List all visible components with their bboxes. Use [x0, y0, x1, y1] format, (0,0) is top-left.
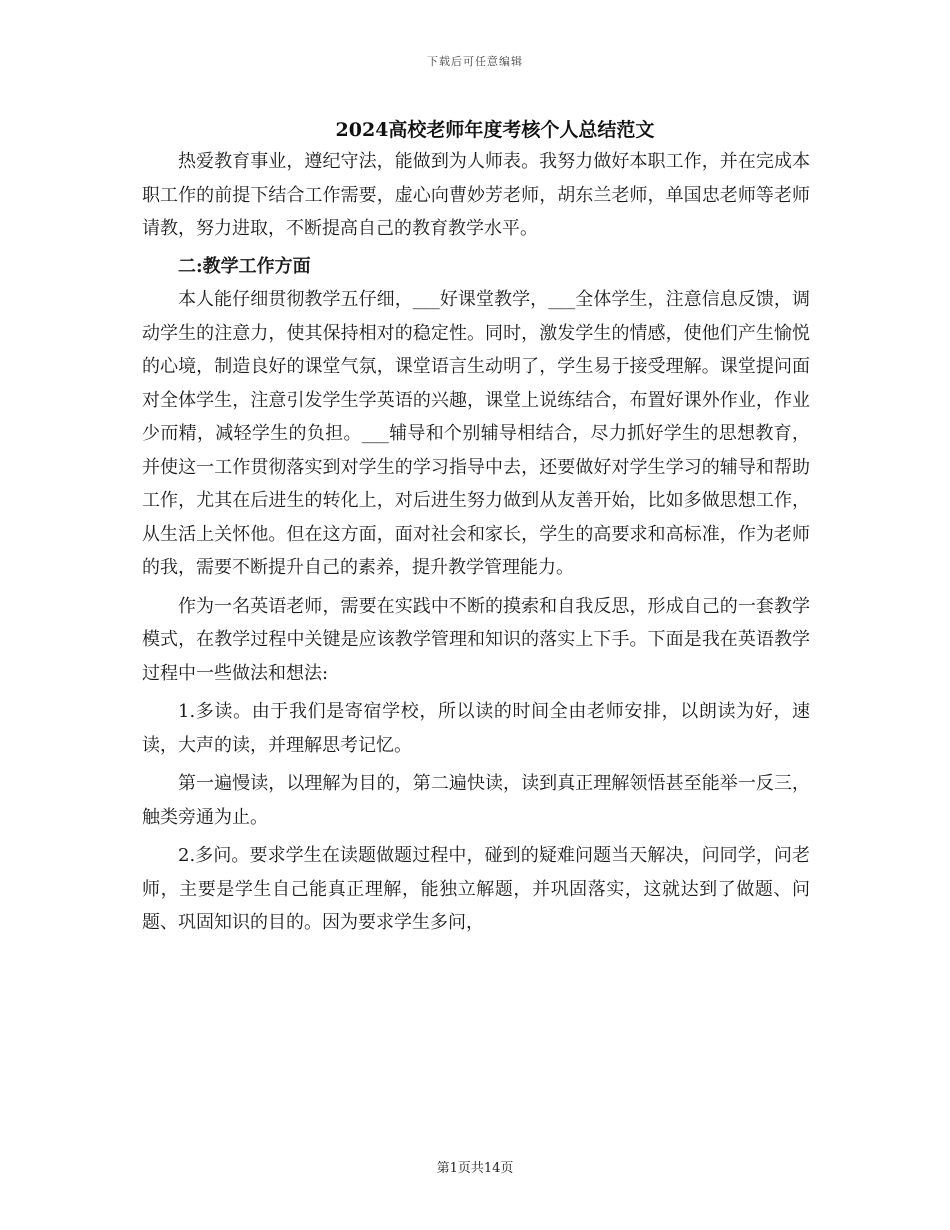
page-number-footer: 第1页共14页 [436, 1161, 514, 1176]
paragraph-intro: 热爱教育事业，遵纪守法，能做到为人师表。我努力做好本职工作，并在完成本职工作的前提下结合工作需要，虚心向曹妙芳老师，胡东兰老师，单国忠老师等老师请教，努力进取，不断提高自己的教育教学水平。 [142, 151, 810, 239]
document-body [142, 145, 810, 940]
document-title: 2024高校老师年度考核个人总结范文 [335, 119, 655, 141]
section-heading-teaching: 二:教学工作方面 [178, 255, 311, 277]
paragraph-reading-method: 第一遍慢读，以理解为目的，第二遍快读，读到真正理解领悟甚至能举一反三，触类旁通为止。 [142, 773, 810, 828]
paragraph-english-teacher: 作为一名英语老师，需要在实践中不断的摸索和自我反思，形成自己的一套教学模式，在教学过程中关键是应该教学管理和知识的落实上下手。下面是我在英语教学过程中一些做法和想法: [142, 595, 810, 684]
paragraph-point-ask: 2.多问。要求学生在读题做题过程中，碰到的疑难问题当天解决，问同学，问老师，主要是学生自己能真正理解，能独立解题，并巩固落实，这就达到了做题、问题、巩固知识的目的。因为要求学生多问， [142, 845, 810, 933]
paragraph-teaching-work: 本人能仔细贯彻教学五仔细，___好课堂教学，___全体学生，注意信息反馈，调动学生的注意力，使其保持相对的稳定性。同时，激发学生的情感，使他们产生愉悦的心境，制造良好的课堂气氛，课堂语言生动明了，学生易于接受理解。课堂提问面对全体学生，注意引发学生学英语的兴趣，课堂上说练结合，布置好课外作业，作业少而精，减轻学生的负担。___辅导和个别辅导相结合，尽力抓好学生的思想教育，并使这一工作贯彻落实到对学生的学习指导中去，还要做好对学生学习的辅导和帮助工作，尤其在后进生的转化上，对后进生努力做到从友善开始，比如多做思想工作，从生活上关怀他。但在这方面，面对社会和家长，学生的高要求和高标准，作为老师的我，需要不断提升自己的素养，提升教学管理能力。 [142, 289, 810, 578]
paragraph-point-read: 1.多读。由于我们是寄宿学校，所以读的时间全由老师安排，以朗读为好，速读，大声的读，并理解思考记忆。 [142, 701, 810, 756]
page-header-note: 下载后可任意编辑 [427, 55, 523, 68]
